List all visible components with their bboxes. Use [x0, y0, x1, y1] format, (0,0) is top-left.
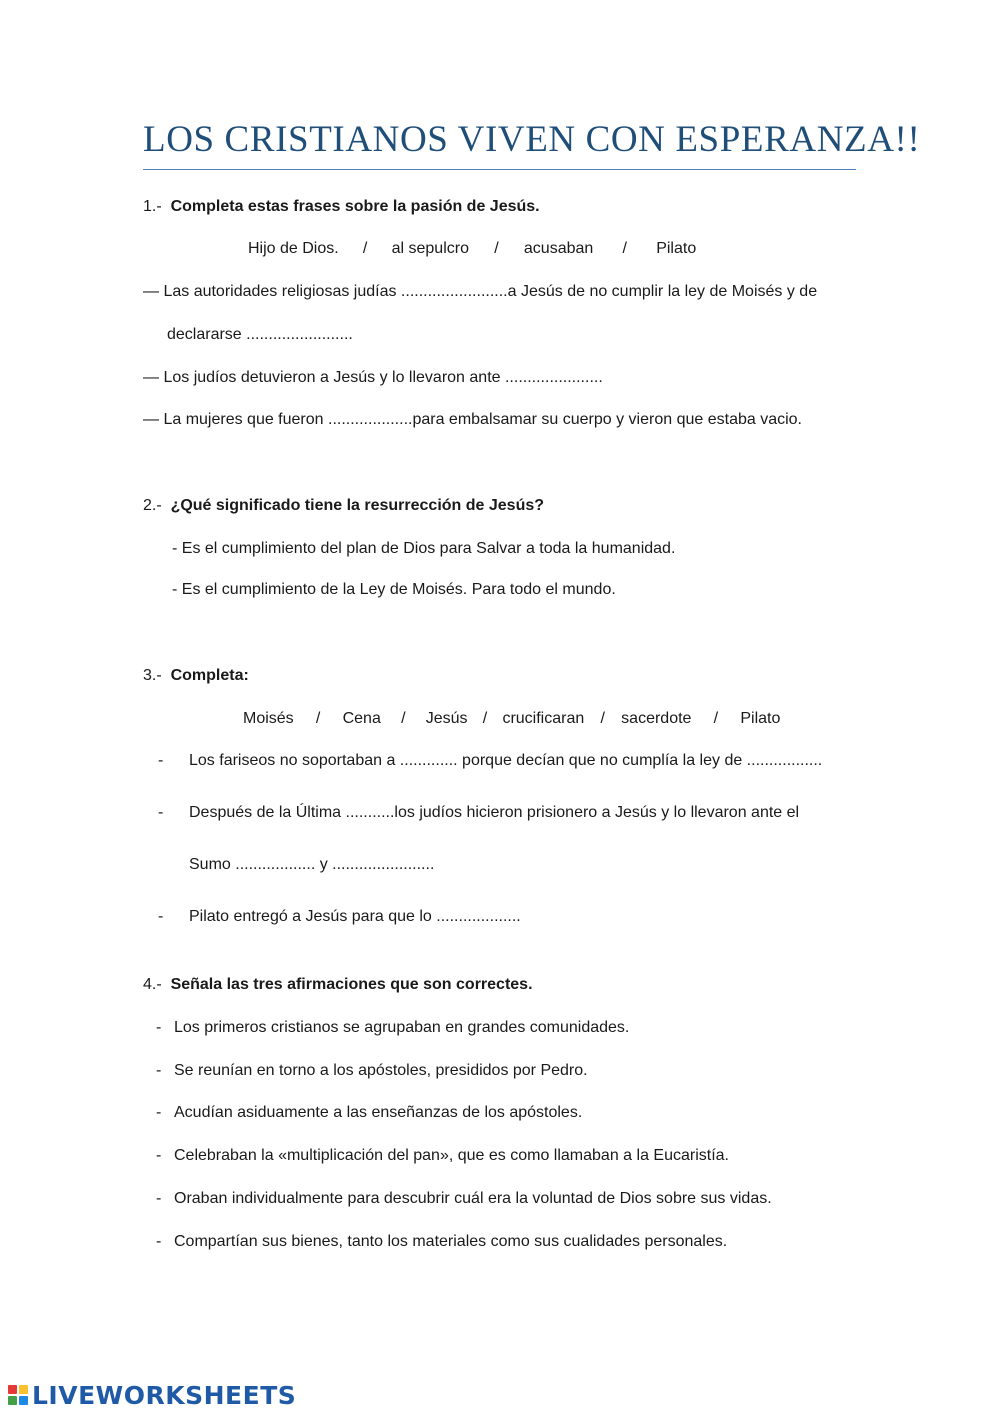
dash-bullet: -: [158, 804, 164, 821]
word-bank-1: Hijo de Dios. / al sepulcro / acusaban / Pilato: [248, 240, 697, 257]
logo-text: LIVEWORKSHEETS: [32, 1380, 297, 1410]
logo-block: [19, 1396, 28, 1405]
word-bank-item: Hijo de Dios.: [248, 240, 339, 257]
word-bank-item: Pilato: [740, 710, 781, 727]
fill-sentence: — La mujeres que fueron ...................para embalsamar su cuerpo y vieron que estaba vacio.: [143, 411, 802, 428]
answer-option[interactable]: - Es el cumplimiento de la Ley de Moisés. Para todo el mundo.: [172, 581, 616, 598]
dash-bullet: -: [156, 1147, 162, 1164]
fill-sentence: — Los judíos detuvieron a Jesús y lo llevaron ante ......................: [143, 369, 603, 386]
fill-sentence: declararse ........................: [167, 326, 353, 343]
question-prompt: Completa estas frases sobre la pasión de Jesús.: [170, 198, 540, 215]
answer-option[interactable]: Oraban individualmente para descubrir cuál era la voluntad de Dios sobre sus vidas.: [174, 1190, 772, 1207]
answer-option[interactable]: Acudían asiduamente a las enseñanzas de los apóstoles.: [174, 1104, 583, 1121]
question-number: 3.-: [143, 667, 162, 684]
question-1-heading: [143, 198, 540, 216]
question-4-heading: [143, 976, 533, 994]
word-bank-item: sacerdote: [621, 710, 692, 727]
answer-option[interactable]: Compartían sus bienes, tanto los materiales como sus cualidades personales.: [174, 1233, 728, 1250]
question-number: 1.-: [143, 198, 162, 215]
fill-sentence: Después de la Última ...........los judíos hicieron prisionero a Jesús y lo llevaron ante el: [189, 804, 800, 821]
word-bank-3: Moisés / Cena / Jesús / crucificaran / sacerdote / Pilato: [243, 710, 781, 727]
dash-bullet: -: [156, 1019, 162, 1036]
dash-bullet: -: [156, 1233, 162, 1250]
liveworksheets-logo[interactable]: [8, 1380, 296, 1410]
word-bank-item: Moisés: [243, 710, 294, 727]
title-underline: [143, 169, 856, 170]
answer-option[interactable]: - Es el cumplimiento del plan de Dios para Salvar a toda la humanidad.: [172, 540, 676, 557]
fill-sentence: Pilato entregó a Jesús para que lo ...................: [189, 908, 521, 925]
logo-block: [19, 1385, 28, 1394]
dash-bullet: -: [156, 1190, 162, 1207]
dash-bullet: -: [158, 752, 164, 769]
fill-sentence: Los fariseos no soportaban a ............. porque decían que no cumplía la ley de .................: [189, 752, 823, 769]
dash-bullet: -: [156, 1062, 162, 1079]
question-number: 4.-: [143, 976, 162, 993]
answer-option[interactable]: Se reunían en torno a los apóstoles, presididos por Pedro.: [174, 1062, 588, 1079]
question-number: 2.-: [143, 497, 162, 514]
fill-sentence: — Las autoridades religiosas judías ........................a Jesús de no cumplir la ley de Moisés y de: [143, 283, 818, 300]
question-prompt: Completa:: [170, 667, 249, 684]
logo-block: [8, 1396, 17, 1405]
word-bank-item: al sepulcro: [391, 240, 469, 257]
page-title: LOS CRISTIANOS VIVEN CON ESPERANZA!!: [143, 119, 921, 160]
question-3-heading: [143, 667, 249, 685]
question-prompt: Señala las tres afirmaciones que son correctes.: [170, 976, 533, 993]
word-bank-item: Pilato: [656, 240, 697, 257]
logo-blocks-icon: [8, 1385, 28, 1405]
word-bank-item: Cena: [342, 710, 381, 727]
dash-bullet: -: [156, 1104, 162, 1121]
word-bank-item: acusaban: [523, 240, 594, 257]
question-prompt: ¿Qué significado tiene la resurrección de Jesús?: [170, 497, 545, 514]
fill-sentence: Sumo .................. y .......................: [189, 856, 435, 873]
word-bank-item: Jesús: [425, 710, 468, 727]
dash-bullet: -: [158, 908, 164, 925]
answer-option[interactable]: Los primeros cristianos se agrupaban en grandes comunidades.: [174, 1019, 630, 1036]
answer-option[interactable]: Celebraban la «multiplicación del pan», que es como llamaban a la Eucaristía.: [174, 1147, 729, 1164]
logo-block: [8, 1385, 17, 1394]
word-bank-item: crucificaran: [502, 710, 585, 727]
question-2-heading: [143, 497, 544, 515]
